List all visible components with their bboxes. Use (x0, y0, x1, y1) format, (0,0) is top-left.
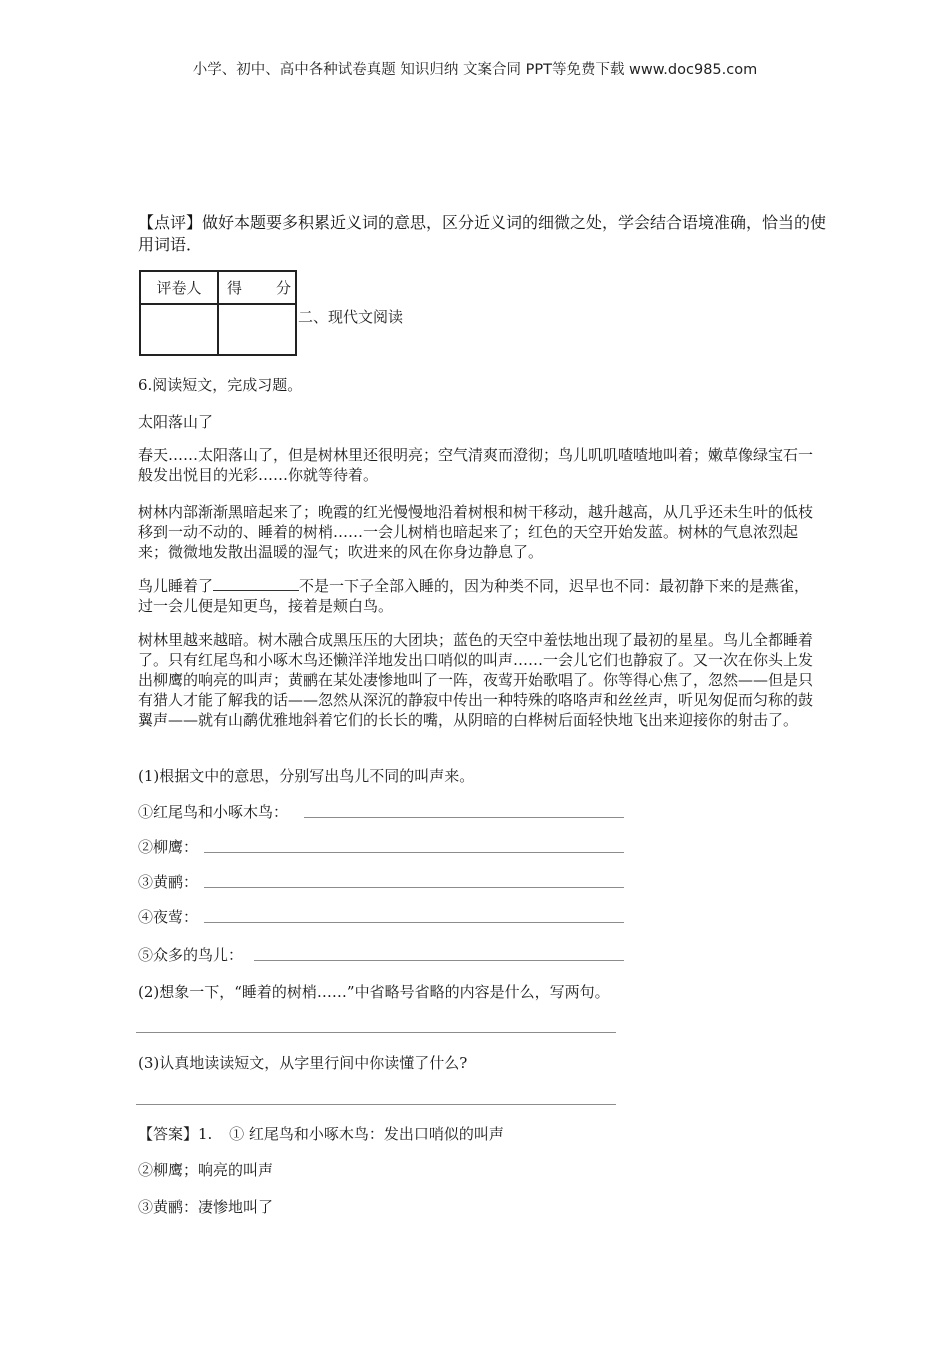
sub-question-1-prompt: (1)根据文中的意思，分别写出鸟儿不同的叫声来。 (138, 767, 475, 785)
comment-paragraph: 【点评】做好本题要多积累近义词的意思，区分近义词的细微之处，学会结合语境准确，恰当的使用词语． (138, 213, 827, 254)
score-label-char-2: 分 (275, 279, 291, 297)
sub-question-3-prompt: (3)认真地读读短文，从字里行间中你读懂了什么? (138, 1054, 468, 1072)
fill-blank-inline[interactable] (213, 576, 299, 591)
site-header: 小学、初中、高中各种试卷真题 知识归纳 文案合同 PPT等免费下载 www.doc985.com (192, 62, 758, 78)
sub-question-2-prompt: (2)想象一下，“睡着的树梢……”中省略号省略的内容是什么，写两句。 (138, 983, 610, 1001)
grader-label: 评卷人 (156, 279, 202, 297)
passage-title: 太阳落山了 (138, 413, 214, 431)
answer-item-3: ③黄鹂：凄惨地叫了 (138, 1198, 274, 1216)
passage-paragraph-3 (138, 576, 822, 616)
answer-line-sub3[interactable] (136, 1104, 616, 1105)
score-header-cell (218, 271, 296, 304)
answer-line-1[interactable] (304, 817, 624, 818)
sub1-item-1-label: ①红尾鸟和小啄木鸟： (138, 803, 289, 821)
score-entry-cell[interactable] (218, 304, 296, 355)
question-prompt: 6.阅读短文，完成习题。 (138, 376, 303, 394)
passage-paragraph-2: 树林内部渐渐黑暗起来了；晚霞的红光慢慢地沿着树根和树干移动，越升越高，从几乎还未生叶的低枝移到一动不动的、睡着的树梢……一会儿树梢也暗起来了；红色的天空开始发蓝。树林的气息浓烈起来；微微地发散出温暖的湿气；吹进来的风在你身边静息了。 (138, 503, 814, 561)
answer-line-2[interactable] (204, 852, 624, 853)
answer-item-1: ① 红尾鸟和小啄木鸟：发出口哨似的叫声 (229, 1125, 504, 1143)
sub1-item-3-label: ③黄鹂： (138, 873, 199, 891)
grader-entry-cell[interactable] (140, 304, 218, 355)
sub1-item-5-label: ⑤众多的鸟儿： (138, 946, 244, 964)
passage-paragraph-1: 春天……太阳落山了，但是树林里还很明亮；空气清爽而澄彻；鸟儿叽叽喳喳地叫着；嫩草像绿宝石一般发出悦目的光彩……你就等待着。 (138, 446, 814, 484)
answer-line-3[interactable] (204, 887, 624, 888)
answer-label: 【答案】1. (138, 1125, 213, 1143)
grader-header-cell (140, 271, 218, 304)
answer-item-2: ②柳鹰；响亮的叫声 (138, 1161, 274, 1179)
answer-line-5[interactable] (254, 960, 624, 961)
answer-line-sub2[interactable] (136, 1032, 616, 1033)
paragraph-3-prefix: 鸟儿睡着了 (138, 577, 214, 595)
score-table (139, 270, 297, 356)
sub1-item-4-label: ④夜莺： (138, 908, 199, 926)
answer-line-4[interactable] (204, 922, 624, 923)
score-label-char-1: 得 (227, 279, 243, 297)
passage-paragraph-4: 树林里越来越暗。树木融合成黑压压的大团块；蓝色的天空中羞怯地出现了最初的星星。鸟儿全都睡着了。只有红尾鸟和小啄木鸟还懒洋洋地发出口哨似的叫声……一会儿它们也静寂了。又一次在你头上发出柳鹰的响亮的叫声；黄鹂在某处凄惨地叫了一阵，夜莺开始歌唱了。你等得心焦了，忽然——但是只有猎人才能了解我的话——忽然从深沉的静寂中传出一种特殊的咯咯声和丝丝声，听见匆促而匀称的鼓翼声——就有山鹬优雅地斜着它们的长长的嘴，从阴暗的白桦树后面轻快地飞出来迎接你的射击了。 (138, 631, 814, 729)
answer-line-1-row (138, 1123, 504, 1144)
sub1-item-2-label: ②柳鹰： (138, 838, 199, 856)
paragraph-3-body: 不是一下子全部入睡的，因为种类不同，迟早也不同：最初静下来的是燕雀，过一会儿便是知更鸟，接着是颊白鸟。 (138, 577, 810, 615)
section-title: 二、现代文阅读 (298, 308, 404, 326)
